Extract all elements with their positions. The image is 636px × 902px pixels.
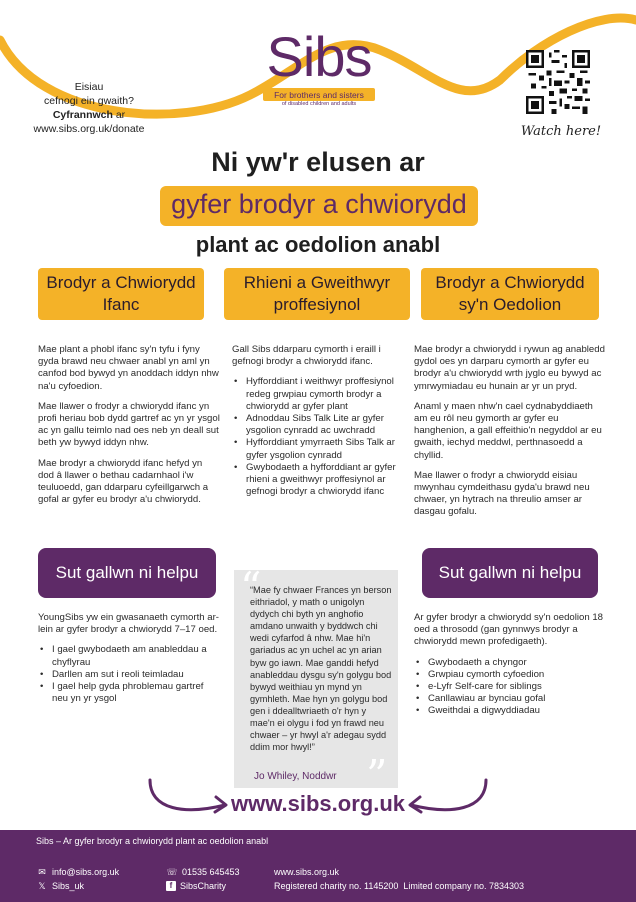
footer-x[interactable]	[36, 880, 84, 892]
quote-author: Jo Whiley, Noddwr	[254, 771, 337, 782]
headline-line2: gyfer brodyr a chwiorydd	[171, 189, 467, 219]
donate-line3	[14, 108, 164, 122]
left-column-body	[38, 344, 220, 514]
footer-web-text: www.sibs.org.uk	[274, 867, 340, 877]
footer-email-text: info@sibs.org.uk	[52, 867, 120, 877]
donate-line2: cefnogi ein gwaith?	[44, 95, 134, 107]
list-item: • e-Lyfr Self-care for siblings	[414, 681, 606, 693]
watch-here-caption: Watch here!	[520, 124, 602, 139]
phone-icon: ☏	[166, 867, 178, 877]
footer-facebook[interactable]	[166, 880, 226, 892]
qr-code-icon[interactable]	[526, 50, 590, 114]
left-help-intro: YoungSibs yw ein gwasanaeth cymorth ar-lein ar gyfer brodyr a chwiorydd 7–17 oed.	[38, 612, 219, 636]
middle-list	[232, 376, 402, 498]
right-column-body	[414, 344, 606, 527]
quote-text: “Mae fy chwaer Frances yn berson eithriadol, y math o unigolyn dydych chi byth yn anghofio amdano unwaith y byddwch chi wedi cyfarfod â nhw. Mae hi'n gariadus ac yn uchel ac yn arian byw go iawn. Mae ganddi hefyd anableddau dysgu sy'n golygu bod bywyd weithiau yn mynd yn gymhleth. Mae hyn yn golygu bod gen i ddealltwriaeth o'r hyn y mae'n ei olygu i fod yn frawd neu chwaer – yr hwyl a'r adegau sydd ddim mor hwyl!”	[250, 585, 392, 753]
left-help-heading	[38, 548, 216, 598]
list-item: • Darllen am sut i reoli teimladau	[38, 669, 222, 681]
left-column-heading	[38, 268, 204, 320]
donate-cta-rest: ar	[112, 109, 126, 121]
logo-wordmark: Sibs	[266, 25, 372, 88]
footer-email[interactable]	[36, 866, 119, 878]
right-paragraph: Anaml y maen nhw'n cael cydnabyddiaeth am eu rôl neu gymorth ar gyfer eu hanghenion, a gall effeithio'n negyddol ar eu gwaith, iechyd meddwl, perthnasoedd a chyllid.	[414, 400, 602, 461]
close-quote-icon: ”	[366, 751, 388, 800]
footer-web[interactable]	[274, 866, 339, 878]
list-item: • Gweithdai a digwyddiadau	[414, 705, 606, 717]
list-item: • Gwybodaeth a hyfforddiant ar gyfer rhieni a gweithwyr proffesiynol ar gefnogi brodyr a chwiorydd ifanc	[232, 462, 402, 499]
sibs-logo	[246, 25, 392, 108]
right-paragraph: Mae brodyr a chwiorydd i rywun ag anabledd gydol oes yn darparu cymorth ar gyfer eu brodyr a'u chwiorydd wrth jyglo eu bywyd ac ymrwymiadau eu hunain ar yr un pryd.	[414, 344, 605, 392]
right-help-intro: Ar gyfer brodyr a chwiorydd sy'n oedolion 18 oed a throsodd (gan gynnwys brodyr a chwiorydd mewn profedigaeth).	[414, 612, 604, 648]
x-icon: 𝕏	[38, 881, 46, 891]
donate-link[interactable]: www.sibs.org.uk/donate	[33, 123, 145, 135]
middle-column-body	[232, 344, 402, 504]
right-help-heading-text: Sut gallwn ni helpu	[438, 563, 582, 582]
footer-phone[interactable]	[166, 866, 240, 878]
donate-line1: Eisiau	[74, 81, 104, 93]
footer-tagline: Sibs – Ar gyfer brodyr a chwiorydd plant ac oedolion anabl	[36, 836, 269, 846]
donate-cta: Cyfrannwch	[52, 109, 113, 121]
footer-facebook-text: SibsCharity	[180, 881, 227, 891]
middle-column-heading-text: Rhieni a Gweithwyr proffesiynol	[243, 273, 391, 314]
right-paragraph: Mae llawer o frodyr a chwiorydd eisiau mwynhau cymdeithasu gyda'u brawd neu chwaer, yn hytrach na threulio amser ar dasgau gofalu.	[414, 469, 590, 518]
footer-registration	[274, 880, 524, 892]
left-column-heading-text: Brodyr a Chwiorydd Ifanc	[46, 273, 196, 314]
facebook-icon: f	[166, 881, 176, 891]
right-column-heading-text: Brodyr a Chwiorydd sy'n Oedolion	[435, 273, 585, 314]
footer	[0, 830, 636, 902]
middle-intro: Gall Sibs ddarparu cymorth i eraill i gefnogi brodyr a chwiorydd ifanc.	[232, 344, 381, 368]
footer-registration-text: Registered charity no. 1145200 Limited company no. 7834303	[274, 881, 524, 891]
right-help-body	[414, 612, 606, 724]
left-paragraph: Mae llawer o frodyr a chwiorydd ifanc yn profi heriau bob dydd gartref ac yn yr ysgol ac yn gallu teimlo nad oes neb yn deall sut beth yw bywyd iddyn nhw.	[38, 400, 220, 449]
website-link[interactable]: www.sibs.org.uk	[231, 791, 405, 816]
open-quote-icon: “	[240, 563, 262, 612]
right-help-list	[414, 657, 606, 718]
headline-line1: Ni yw'r elusen ar	[211, 147, 425, 177]
left-help-body	[38, 612, 222, 711]
left-paragraph: Mae plant a phobl ifanc sy'n tyfu i fyny gyda brawd neu chwaer anabl yn aml yn canfod bod bywyd yn anoddach iddyn nhw na'u cyfoedion.	[38, 344, 219, 392]
donate-callout	[14, 80, 164, 136]
logo-subline: of disabled children and adults	[281, 101, 357, 107]
email-icon: ✉	[38, 867, 46, 877]
footer-x-text: Sibs_uk	[52, 881, 85, 891]
list-item: • Canllawiau ar bynciau gofal	[414, 693, 606, 705]
footer-phone-text: 01535 645453	[182, 867, 240, 877]
left-help-heading-text: Sut gallwn ni helpu	[55, 563, 199, 582]
headline-line3: plant ac oedolion anabl	[195, 232, 441, 257]
left-help-list	[38, 644, 222, 705]
middle-column-heading	[224, 268, 410, 320]
left-paragraph: Mae brodyr a chwiorydd ifanc hefyd yn dod â llawer o bethau cadarnhaol i'w teuluoedd, gan ddarparu cyfeillgarwch a gofal ar gyfer eu brodyr a'u chwiorydd.	[38, 457, 209, 506]
list-item: • Adnoddau Sibs Talk Lite ar gyfer ysgolion cynradd ac uwchradd	[232, 413, 402, 437]
right-column-heading	[421, 268, 599, 320]
list-item: • Hyfforddiant i weithwyr proffesiynol redeg grwpiau cymorth brodyr a chwiorydd ar gyfer plant	[232, 376, 402, 413]
list-item: • I gael gwybodaeth am anableddau a chyflyrau	[38, 644, 222, 668]
list-item: • Grwpiau cymorth cyfoedion	[414, 669, 606, 681]
list-item: • I gael help gyda phroblemau gartref neu yn yr ysgol	[38, 681, 222, 705]
right-help-heading	[422, 548, 598, 598]
logo-tagline: For brothers and sisters	[263, 88, 375, 101]
list-item: • Hyfforddiant ymyrraeth Sibs Talk ar gyfer ysgolion cynradd	[232, 437, 402, 461]
list-item: • Gwybodaeth a chyngor	[414, 657, 606, 669]
